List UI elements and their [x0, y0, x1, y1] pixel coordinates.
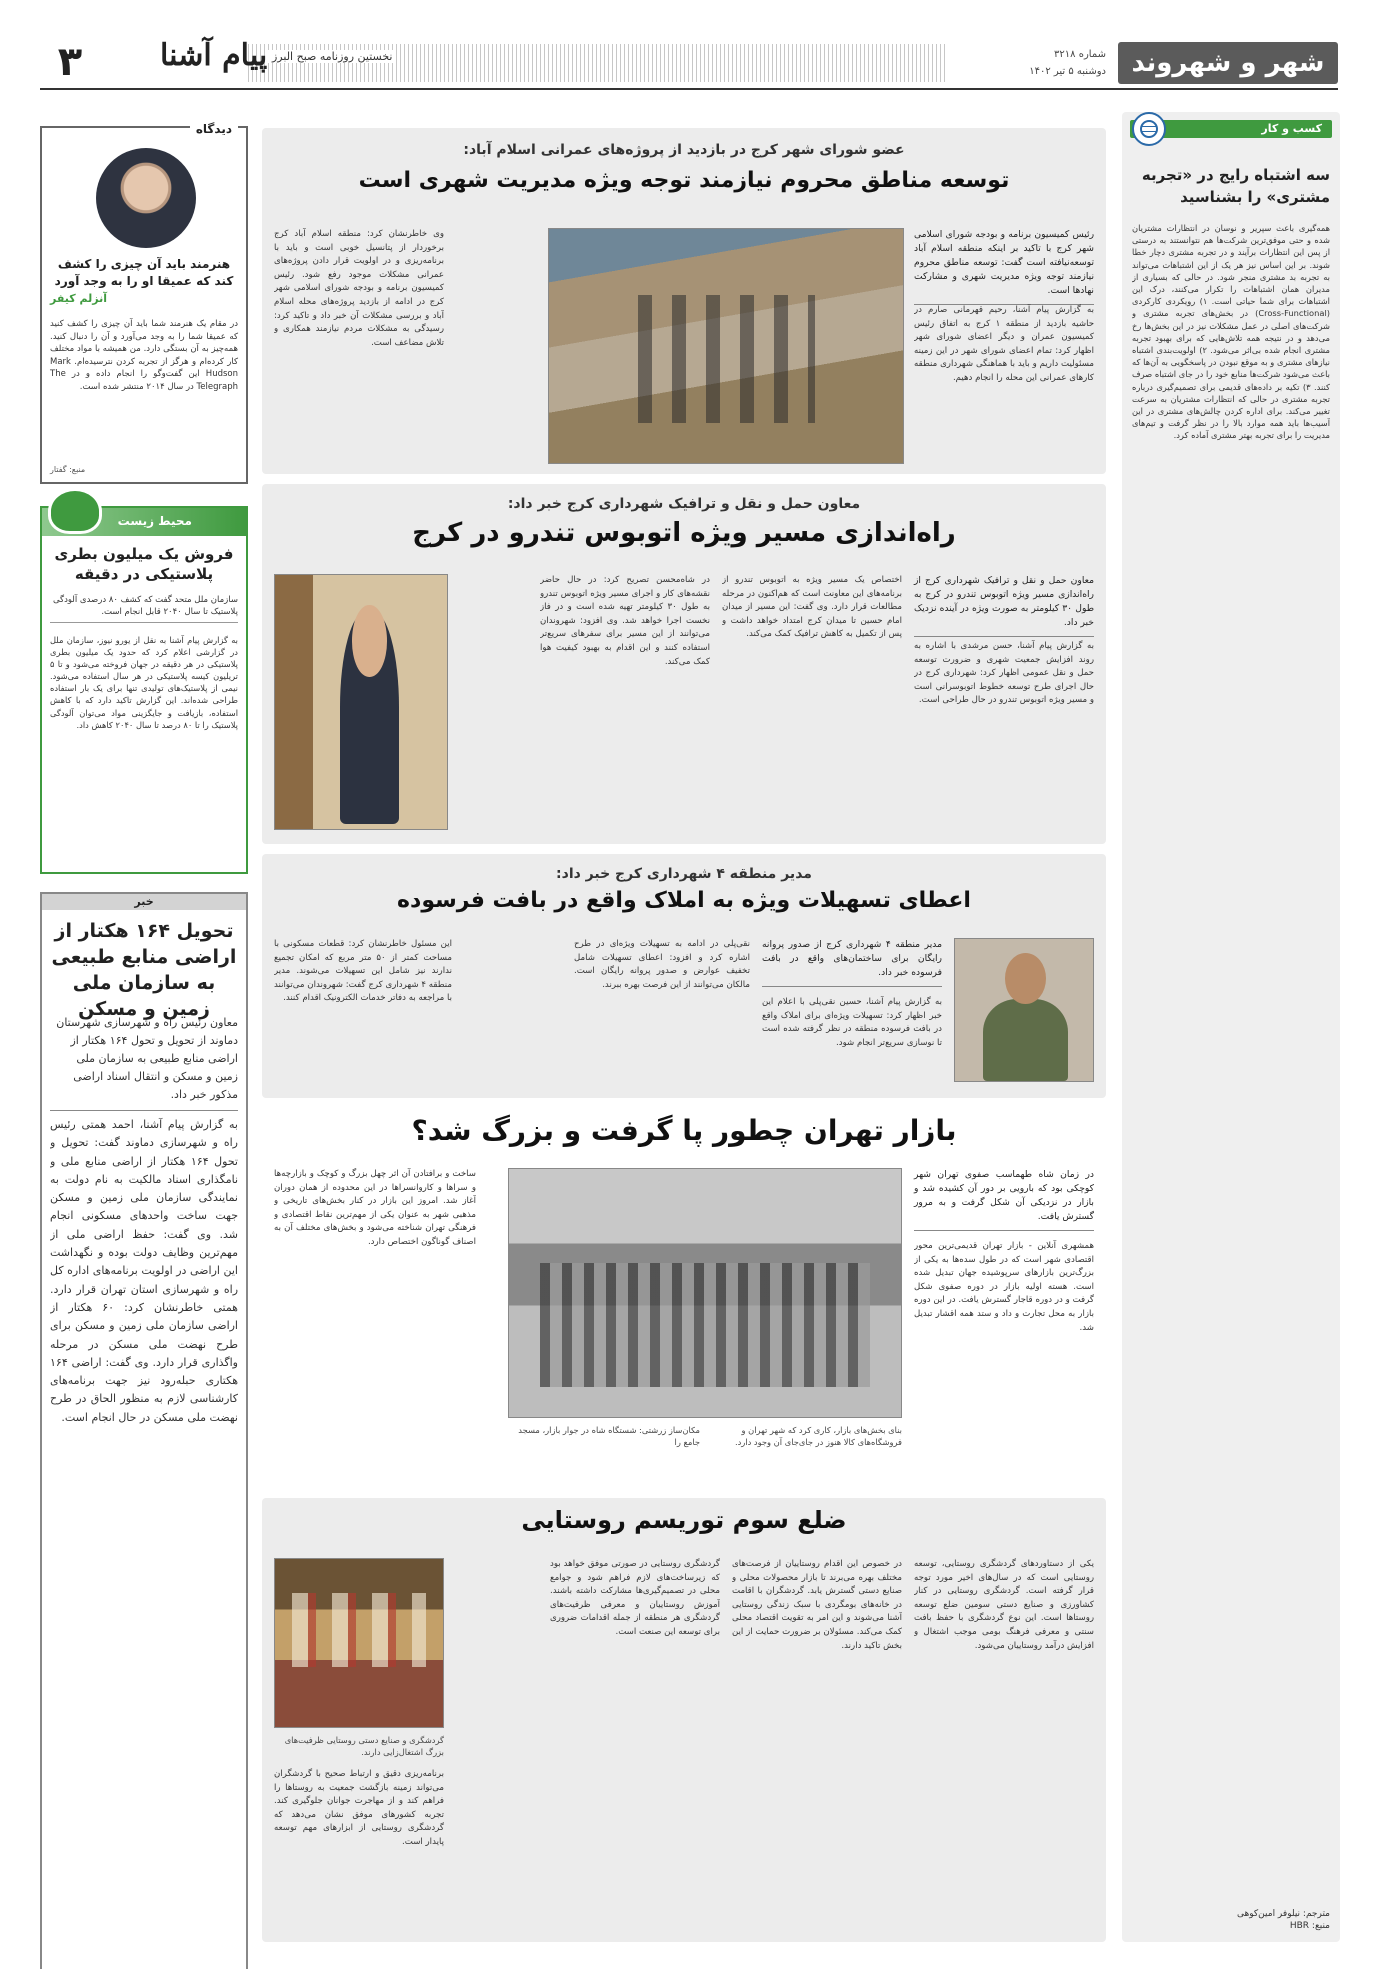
story2-photo [274, 574, 448, 830]
story3-title: اعطای تسهیلات ویژه به املاک واقع در بافت فرسوده [397, 888, 971, 913]
business-title: سه اشتباه رایج در «تجربه مشتری» را بشناسید [1141, 166, 1330, 206]
story2-text-c: در شاه‌محسن تصریح کرد: در حال حاضر نقشه‌های کار و اجرای مسیر ویژه اتوبوس تندرو به طول ۳۰ کیلومتر تهیه شده است و در فاز نخست اجرا خواهد شد. وی افزود: شهروندان می‌توانند از این مسیر برای سفرهای سریع‌تر استفاده کنند و این اقدام به بهبود کیفیت هوا کمک می‌کند. [540, 575, 710, 667]
environment-title: فروش یک میلیون بطری پلاستیکی در دقیقه [54, 545, 234, 583]
business-credit [1237, 1908, 1330, 1932]
issue-date: دوشنبه ۵ تیر ۱۴۰۲ [1029, 66, 1106, 77]
opinion-author: آنزلم کیفر [50, 292, 107, 305]
news-lead: معاون رئیس راه و شهرسازی شهرستان دماوند از تحویل و تحول ۱۶۴ هکتار از اراضی منابع طبیعی به سازمان ملی زمین و مسکن و انتقال اسناد اراضی مذکور خبر داد. [50, 1014, 238, 1111]
story5-col1: یکی از دستاوردهای گردشگری روستایی، توسعه روستایی است که در سال‌های اخیر مورد توجه قرار گرفته است. گردشگری روستایی در کنار کشاورزی و صنایع دستی سومین ضلع توسعه روستاها است. این نوع گردشگری با حفظ بافت سنتی و معرفی فرهنگ بومی موجب اشتغال و افزایش درآمد روستاییان می‌شود. [914, 1559, 1094, 1651]
header-rule [40, 88, 1338, 90]
story-urban-development [262, 128, 1106, 474]
story3-text-b: نقی‌پلی در ادامه به تسهیلات ویژه‌ای در طرح اشاره کرد و افزود: اعطای تسهیلات شامل تخفیف عوارض و صدور پروانه رایگان است. مالکان می‌توانند از این فرصت بهره ببرند. [574, 939, 750, 990]
story4-caption-a: مکان‌ساز زرشتی: شستگاه شاه در جوار بازار، مسجد جامع را [518, 1425, 700, 1447]
opinion-box [40, 122, 248, 484]
story1-lead: رئیس کمیسیون برنامه و بودجه شورای اسلامی شهر کرج با تاکید بر اینکه منطقه اسلام آباد توسعه‌نیافته است گفت: توسعه مناطق محروم نیازمند توجه ویژه مدیریت شهری و مشارکت نهادها است. [914, 228, 1094, 305]
page-number: ۳ [57, 39, 83, 85]
newspaper-tagline: نخستین روزنامه صبح البرز [268, 50, 396, 63]
story5-col2: در خصوص این اقدام روستاییان از فرصت‌های مختلف بهره می‌برند تا بازار محصولات محلی و صنایع دستی گسترش یابد. گردشگران با اقامت در خانه‌های بومگردی با سبک زندگی روستایی آشنا می‌شوند و این امر به تقویت اقتصاد محلی کمک می‌کند. مسئولان بر ضرورت حمایت از این بخش تاکید دارند. [732, 1559, 902, 1651]
business-kicker: کسب و کار [1130, 120, 1332, 138]
story2-kicker: معاون حمل و نقل و ترافیک شهرداری کرج خبر داد: [507, 496, 861, 512]
story5-photo [274, 1558, 444, 1728]
story4-lead: در زمان شاه طهماسب صفوی تهران شهر کوچکی بود که بارویی بر دور آن کشیده شد و بازار در نزدیکی آن شکل گرفت و به مرور گسترش یافت. [914, 1168, 1094, 1231]
story1-title: توسعه مناطق محروم نیازمند توجه ویژه مدیریت شهری است [358, 168, 1010, 193]
translator: مترجم: نیلوفر امین‌کوهی [1237, 1909, 1330, 1919]
story2-lead: معاون حمل و نقل و ترافیک شهرداری کرج از راه‌اندازی مسیر ویژه اتوبوس تندرو در کرج به طول ۳۰ کیلومتر به صورت ویژه در آینده نزدیک خبر داد. [914, 574, 1094, 637]
tree-icon [48, 488, 102, 534]
environment-body: به گزارش پیام آشنا به نقل از یورو نیوز، سازمان ملل در گزارشی اعلام کرد که حدود یک میلیون بطری پلاستیکی در هر دقیقه در جهان فروخته می‌شود و تا ۵ تریلیون کیسه پلاستیکی در هر سال استفاده می‌شود. نیمی از پلاستیک‌های تولیدی تنها برای یک بار استفاده طراحی شده‌اند. این گزارش تاکید دارد که با کاهش استفاده، بازیافت و جایگزینی مواد می‌توان آلودگی پلاستیک را تا ۸۰ درصد تا سال ۲۰۴۰ کاهش داد. [50, 635, 238, 730]
environment-tag: محیط زیست [117, 514, 192, 528]
story4-caption-b: بنای بخش‌های بازار، کاری کرد که شهر تهران و فروشگاه‌های کالا هنوز در جای‌جای آن وجود دارد. [734, 1425, 902, 1447]
issue-info [956, 46, 1106, 80]
story3-text-c: این مسئول خاطرنشان کرد: قطعات مسکونی با مساحت کمتر از ۵۰ متر مربع که امکان تجمیع ندارند نیز شامل این تسهیلات می‌شوند. مدیر منطقه ۴ شهرداری کرج گفت: شهروندان می‌توانند با مراجعه به دفاتر خدمات الکترونیک اقدام کنند. [274, 939, 452, 1004]
business-body: همه‌گیری باعث سپریر و نوسان در انتظارات مشتریان شده و حتی موفق‌ترین شرکت‌ها هم نتوانستند به درستی از پس این انتظارات برآیند و در تجربه مشتری دچار خطا شوند. بر این اساس نیز هر یک از این اشتباهات می‌تواند به تجربه بد مشتری منجر شود. در حالی که بسیاری از مدیران همان اشتباهات را تکرار می‌کنند، درک این اشتباهات برای شما حیاتی است. ۱) رویکردی کارکردی (Cross-Functional) در بخش‌های تجربه مشتری و شرکت‌های اصلی در عمل مشکلات نیز در این بخش‌ها رخ می‌دهد و در نتیجه همه تلاش‌هایی که برای بهبود تجربه مشتری انجام شده بی‌اثر می‌شود. ۲) اولویت‌بندی اشتباه نیازهای مشتری و به موقع نبودن در پاسخگویی به آن‌ها که باعث می‌شود شرکت‌ها منابع خود را در جای اشتباه صرف کنند. ۳) تکیه بر داده‌های قدیمی برای تصمیم‌گیری درباره تجربه مشتری در حالی که انتظارات مشتریان به سرعت تغییر می‌کند. برای اداره کردن چالش‌های مشتری در این آسیب‌ها باید همه موارد بالا را در نظر گرفت و تیم‌های مدیریت را برای تجربه بهتر مشتری آماده کرد. [1132, 223, 1330, 441]
news-box [40, 892, 248, 1969]
globe-icon [1132, 112, 1166, 146]
story3-lead: مدیر منطقه ۴ شهرداری کرج از صدور پروانه رایگان برای ساختمان‌های واقع در بافت فرسوده خبر داد. [762, 938, 942, 987]
story4-photo [508, 1168, 902, 1418]
source: منبع: HBR [1289, 1921, 1330, 1931]
story4-title: بازار تهران چطور پا گرفت و بزرگ شد؟ [411, 1114, 957, 1147]
environment-header [42, 508, 246, 536]
environment-lead: سازمان ملل متحد گفت که کشف ۸۰ درصدی آلودگی پلاستیک تا سال ۲۰۴۰ قابل انجام است. [50, 594, 238, 623]
opinion-tag: دیدگاه [190, 122, 238, 136]
story2-text-b: اختصاص یک مسیر ویژه به اتوبوس تندرو از برنامه‌های این معاونت است که هم‌اکنون در مرحله مطالعات قرار دارد. وی گفت: این مسیر از میدان امام حسین تا میدان کرج امتداد خواهد داشت و پس از تکمیل به کاهش ترافیک کمک می‌کند. [722, 575, 902, 640]
opinion-body: در مقام یک هنرمند شما باید آن چیزی را کشف کنید که عمیقا شما را به وجد می‌آورد و آن را دنبال کنید. همه‌چیز به آن بستگی دارد. من همیشه با مواد مختلف کار کرده‌ام و هرگز از تجربه کردن نترسیده‌ام. Mark Hudson این گفت‌وگو را انجام داده و در The Telegraph در سال ۲۰۱۴ منتشر شده است. [50, 319, 238, 392]
business-column [1122, 112, 1340, 1942]
story1-photo [548, 228, 904, 464]
opinion-title: هنرمند باید آن چیزی را کشف کند که عمیقا او را به وجد آورد [54, 257, 234, 288]
story-tehran-bazaar [262, 1108, 1106, 1488]
story5-col3: گردشگری روستایی در صورتی موفق خواهد بود که زیرساخت‌های لازم فراهم شود و جوامع محلی در تصمیم‌گیری‌ها مشارکت داشته باشند. آموزش روستاییان و معرفی ظرفیت‌های گردشگری هر منطقه از جمله اقدامات ضروری برای توسعه این صنعت است. [550, 1559, 720, 1637]
story3-text-a: به گزارش پیام آشنا، حسین نقی‌پلی با اعلام این خبر اظهار کرد: تسهیلات ویژه‌ای برای املاک واقع در بافت فرسوده منطقه در نظر گرفته شده است تا نوسازی سریع‌تر انجام شود. [762, 997, 942, 1048]
story3-kicker: مدیر منطقه ۴ شهرداری کرج خبر داد: [556, 866, 812, 882]
newspaper-logo [160, 38, 267, 73]
story4-text-a: همشهری آنلاین - بازار تهران قدیمی‌ترین محور اقتصادی شهر است که در طول سده‌ها به یکی از بزرگ‌ترین بازارهای سرپوشیده جهان تبدیل شده است. هسته اولیه بازار در دوره صفوی شکل گرفت و در دوره قاجار گسترش یافت. در این دوره بازار به محل تجارت و داد و ستد همه اقشار تبدیل شد. [914, 1241, 1094, 1333]
environment-box [40, 506, 248, 874]
author-portrait [96, 148, 196, 248]
issue-number: شماره ۳۲۱۸ [1054, 49, 1106, 60]
news-tag: خبر [42, 894, 246, 910]
story-rural-tourism [262, 1498, 1106, 1942]
opinion-source: منبع: گفتار [50, 465, 86, 474]
story1-text-b: وی خاطرنشان کرد: منطقه اسلام آباد کرج برخوردار از پتانسیل خوبی است و باید با برنامه‌ریزی و در اولویت قرار دادن پروژه‌های عمرانی مشکلات موجود رفع شود. رئیس کمیسیون برنامه و بودجه شورای اسلامی شهر کرج در ادامه از بازدید پروژه‌های محله اسلام آباد و بررسی مشکلات آن خبر داد و تاکید کرد: رسیدگی به مشکلات مردم نیازمند همکاری و تلاش مضاعف است. [274, 229, 444, 348]
story-bus-rapid-transit [262, 484, 1106, 844]
story5-col4: برنامه‌ریزی دقیق و ارتباط صحیح با گردشگران می‌تواند زمینه بازگشت جمعیت به روستاها را فراهم کند و از مهاجرت جوانان جلوگیری کند. تجربه کشورهای موفق نشان می‌دهد که گردشگری روستایی از ابزارهای مهم توسعه پایدار است. [274, 1769, 444, 1847]
story1-kicker: عضو شورای شهر کرج در بازدید از پروژه‌های عمرانی اسلام آباد: [463, 142, 905, 158]
section-title: شهر و شهروند [1118, 42, 1338, 84]
story2-title: راه‌اندازی مسیر ویژه اتوبوس تندرو در کرج [412, 518, 956, 548]
story4-text-b: ساخت و برافتادن آن اثر چهل بزرگ و کوچک و بازارچه‌ها و سراها و کاروانسراها در این محدوده از همان دوران آغاز شد. امروز این بازار در کنار بخش‌های تاریخی و مذهبی شهر به عنوان یکی از مهم‌ترین نقاط اقتصادی و فرهنگی تهران شناخته می‌شود و بخش‌های مختلف آن به اصناف گوناگون اختصاص دارد. [274, 1169, 476, 1247]
story5-caption: گردشگری و صنایع دستی روستایی ظرفیت‌های بزرگ اشتغال‌زایی دارند. [284, 1735, 444, 1757]
story1-text-a: به گزارش پیام آشنا، رحیم قهرمانی صارم در حاشیه بازدید از منطقه ۱ کرج به اتفاق رئیس کمیسیون عمران و دیگر اعضای شورای شهر اظهار کرد: تمام اعضای شورای شهر در این زمینه مسئولیت داریم و باید با هماهنگی شهرداری منطقه کارهای عمرانی این محله را انجام دهیم. [914, 305, 1094, 383]
story-worn-texture [262, 854, 1106, 1098]
story3-photo [954, 938, 1094, 1082]
logo-text: پیام آشنا [160, 38, 268, 73]
news-title: تحویل ۱۶۴ هکتار از اراضی منابع طبیعی به سازمان ملی زمین و مسکن [51, 920, 237, 1020]
center-column [262, 128, 1106, 1942]
news-body: به گزارش پیام آشنا، احمد همتی رئیس راه و شهرسازی دماوند گفت: تحویل و تحول ۱۶۴ هکتار از اراضی منابع ملی و نامگذاری اسناد مالکیت به نام دولت به نمایندگی سازمان ملی زمین و مسکن جهت ساخت واحدهای مسکونی انجام شد. وی گفت: حفظ اراضی ملی از مهم‌ترین وظایف دولت بوده و نگهداشت این اراضی در اولویت برنامه‌های اداره کل راه و شهرسازی استان تهران قرار دارد. همتی خاطرنشان کرد: ۶۰ هکتار از اراضی سازمان ملی زمین و مسکن برای طرح نهضت ملی مسکن در مرحله واگذاری قرار دارد. وی گفت: اراضی ۱۶۴ هکتاری حبله‌رود نیز جهت برنامه‌های کارشناسی لازم به منظور الحاق در طرح نهضت ملی مسکن در حال انجام است. [50, 1118, 238, 1424]
story2-text-a: به گزارش پیام آشنا، حسن مرشدی با اشاره به روند افزایش جمعیت شهری و ضرورت توسعه حمل و نقل عمومی اظهار کرد: شهرداری کرج در حال اجرای طرح توسعه خطوط اتوبوسرانی است و مسیر ویژه اتوبوس تندرو در حال طراحی است. [914, 641, 1094, 706]
page-header [40, 38, 1338, 86]
story5-title: ضلع سوم توریسم روستایی [521, 1506, 847, 1534]
